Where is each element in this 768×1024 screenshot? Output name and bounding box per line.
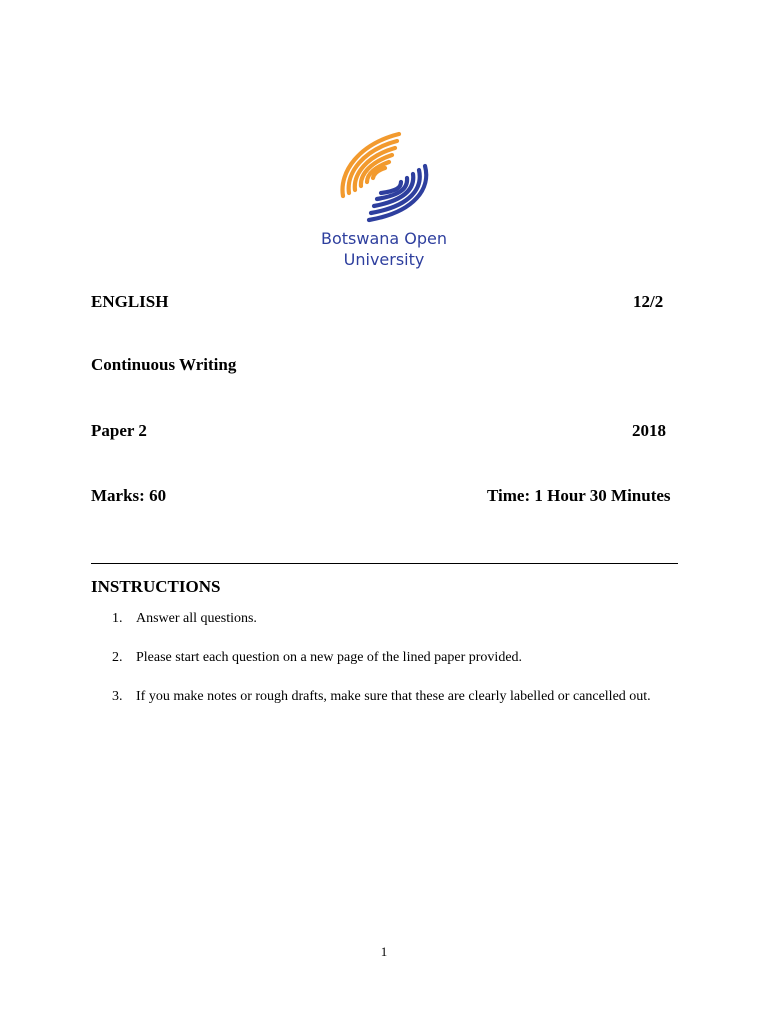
- instructions-list: [91, 609, 678, 707]
- paper-row: [91, 421, 678, 441]
- instruction-item: [91, 687, 678, 707]
- logo-emblem-icon: [313, 126, 455, 272]
- subject-row: [91, 292, 678, 312]
- marks-time-row: [91, 486, 678, 506]
- paper-type: Continuous Writing: [91, 355, 237, 374]
- instruction-number: 2.: [112, 650, 123, 665]
- paper-code: 12/2: [633, 292, 664, 311]
- university-logo: [313, 126, 455, 272]
- page-number: 1: [380, 944, 388, 959]
- logo-line-1: Botswana Open: [320, 229, 448, 248]
- time-label: Time: 1 Hour 30 Minutes: [487, 486, 671, 505]
- exam-year: 2018: [632, 421, 666, 440]
- subject-title: ENGLISH: [91, 292, 169, 311]
- marks-label: Marks: 60: [91, 486, 167, 505]
- instruction-item: [91, 609, 678, 629]
- divider-line: [91, 563, 678, 564]
- instruction-text: Answer all questions.: [136, 611, 257, 626]
- logo-line-2: University: [343, 250, 425, 269]
- instruction-text: If you make notes or rough drafts, make sure that these are clearly labelled or cancelled out.: [136, 689, 651, 704]
- instruction-number: 1.: [112, 611, 123, 626]
- paper-number: Paper 2: [91, 421, 147, 440]
- instruction-item: [91, 648, 678, 668]
- instruction-text: Please start each question on a new page of the lined paper provided.: [136, 650, 523, 665]
- instructions-heading: INSTRUCTIONS: [91, 577, 221, 596]
- instruction-number: 3.: [112, 689, 123, 704]
- paper-type-row: [91, 355, 678, 375]
